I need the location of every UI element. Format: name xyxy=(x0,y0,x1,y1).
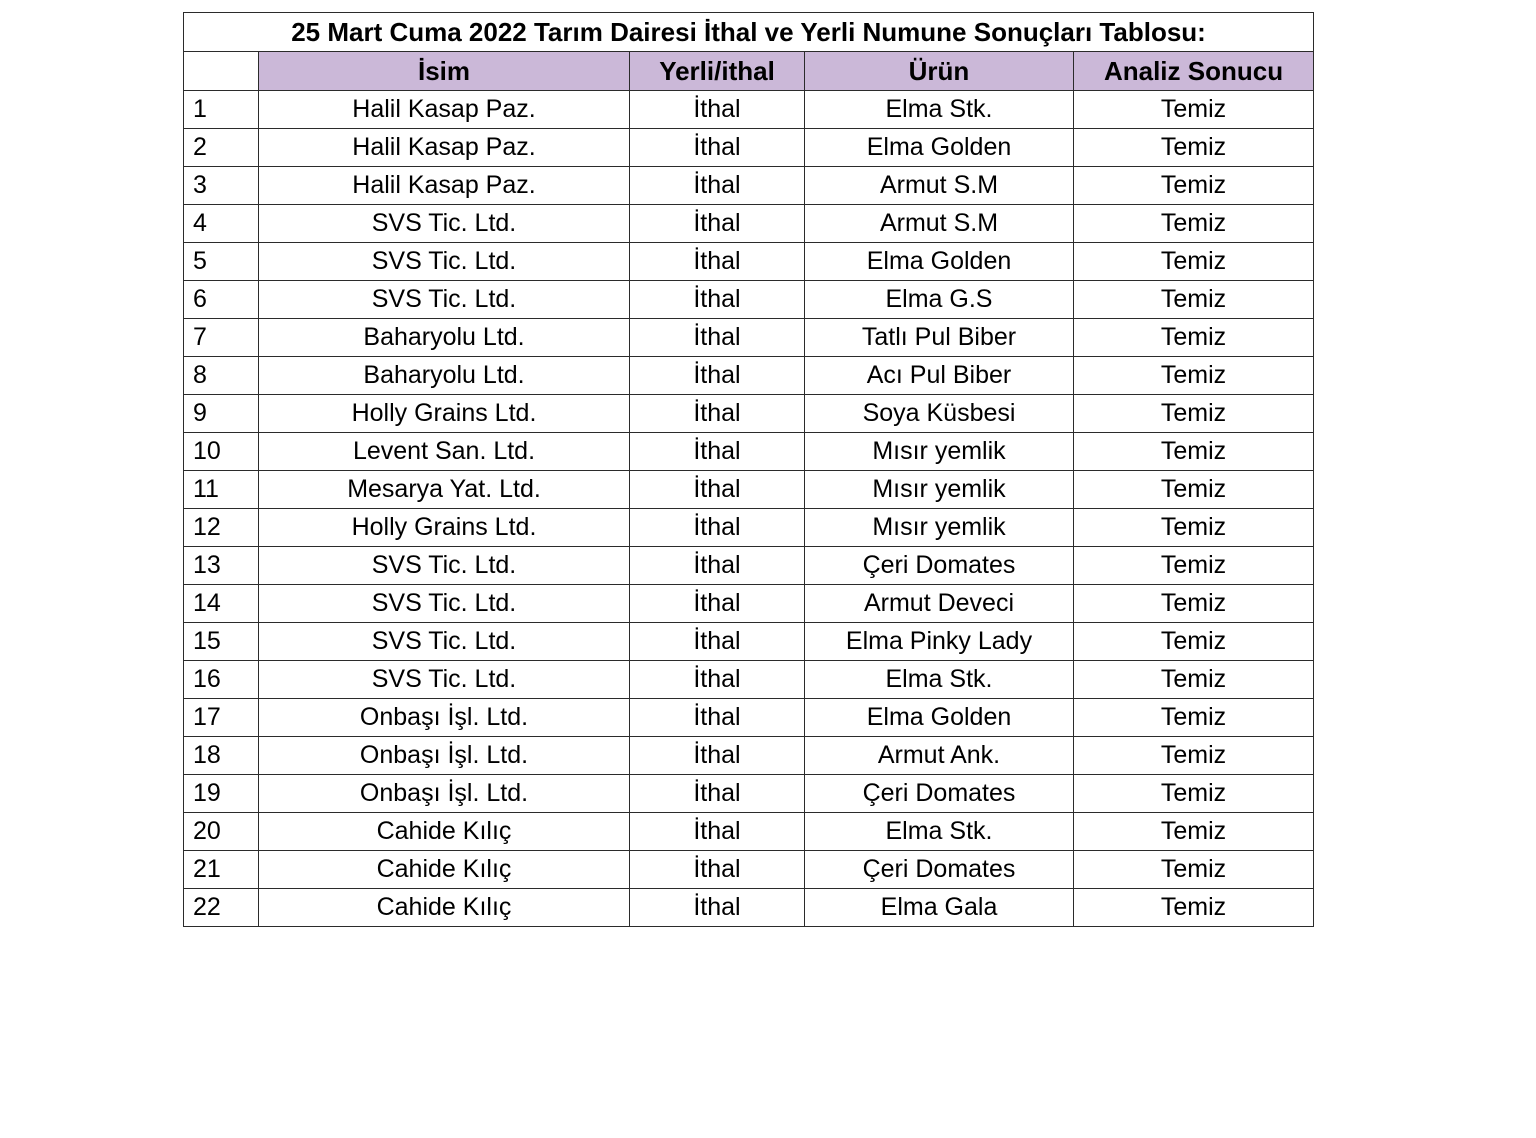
row-product: Armut Ank. xyxy=(805,737,1074,775)
row-number: 21 xyxy=(184,851,259,889)
row-result: Temiz xyxy=(1074,889,1314,927)
row-result: Temiz xyxy=(1074,737,1314,775)
table-row xyxy=(184,699,1314,737)
row-number: 17 xyxy=(184,699,259,737)
row-number: 2 xyxy=(184,129,259,167)
row-product: Elma Golden xyxy=(805,699,1074,737)
row-product: Elma G.S xyxy=(805,281,1074,319)
row-name: SVS Tic. Ltd. xyxy=(259,661,630,699)
row-number: 16 xyxy=(184,661,259,699)
row-product: Mısır yemlik xyxy=(805,471,1074,509)
row-result: Temiz xyxy=(1074,243,1314,281)
row-name: Onbaşı İşl. Ltd. xyxy=(259,699,630,737)
table-row xyxy=(184,851,1314,889)
table-row xyxy=(184,471,1314,509)
results-table xyxy=(183,12,1314,927)
row-number: 7 xyxy=(184,319,259,357)
table-row xyxy=(184,319,1314,357)
row-product: Elma Stk. xyxy=(805,661,1074,699)
row-product: Mısır yemlik xyxy=(805,509,1074,547)
row-number: 19 xyxy=(184,775,259,813)
row-product: Çeri Domates xyxy=(805,547,1074,585)
row-origin: İthal xyxy=(630,775,805,813)
row-origin: İthal xyxy=(630,129,805,167)
header-number xyxy=(184,52,259,91)
row-name: Onbaşı İşl. Ltd. xyxy=(259,775,630,813)
row-name: SVS Tic. Ltd. xyxy=(259,205,630,243)
header-name: İsim xyxy=(259,52,630,91)
row-name: Halil Kasap Paz. xyxy=(259,91,630,129)
row-result: Temiz xyxy=(1074,357,1314,395)
row-result: Temiz xyxy=(1074,319,1314,357)
row-product: Elma Stk. xyxy=(805,91,1074,129)
row-name: Holly Grains Ltd. xyxy=(259,395,630,433)
row-name: SVS Tic. Ltd. xyxy=(259,243,630,281)
row-name: Baharyolu Ltd. xyxy=(259,319,630,357)
row-name: Holly Grains Ltd. xyxy=(259,509,630,547)
row-origin: İthal xyxy=(630,281,805,319)
row-origin: İthal xyxy=(630,91,805,129)
row-name: Halil Kasap Paz. xyxy=(259,129,630,167)
row-name: Cahide Kılıç xyxy=(259,851,630,889)
table-row xyxy=(184,661,1314,699)
table-title: 25 Mart Cuma 2022 Tarım Dairesi İthal ve Yerli Numune Sonuçları Tablosu: xyxy=(184,13,1314,52)
row-origin: İthal xyxy=(630,471,805,509)
row-origin: İthal xyxy=(630,699,805,737)
header-product: Ürün xyxy=(805,52,1074,91)
row-result: Temiz xyxy=(1074,281,1314,319)
row-name: Baharyolu Ltd. xyxy=(259,357,630,395)
row-number: 8 xyxy=(184,357,259,395)
table-row xyxy=(184,281,1314,319)
row-origin: İthal xyxy=(630,623,805,661)
row-number: 12 xyxy=(184,509,259,547)
table-row xyxy=(184,167,1314,205)
row-product: Mısır yemlik xyxy=(805,433,1074,471)
row-name: Mesarya Yat. Ltd. xyxy=(259,471,630,509)
row-name: SVS Tic. Ltd. xyxy=(259,547,630,585)
row-name: SVS Tic. Ltd. xyxy=(259,623,630,661)
row-result: Temiz xyxy=(1074,471,1314,509)
row-origin: İthal xyxy=(630,661,805,699)
row-product: Elma Stk. xyxy=(805,813,1074,851)
row-number: 10 xyxy=(184,433,259,471)
row-result: Temiz xyxy=(1074,547,1314,585)
table-row xyxy=(184,509,1314,547)
row-number: 11 xyxy=(184,471,259,509)
row-origin: İthal xyxy=(630,433,805,471)
row-number: 6 xyxy=(184,281,259,319)
row-product: Çeri Domates xyxy=(805,775,1074,813)
row-product: Soya Küsbesi xyxy=(805,395,1074,433)
row-origin: İthal xyxy=(630,509,805,547)
row-origin: İthal xyxy=(630,243,805,281)
header-result: Analiz Sonucu xyxy=(1074,52,1314,91)
row-result: Temiz xyxy=(1074,585,1314,623)
row-product: Acı Pul Biber xyxy=(805,357,1074,395)
row-result: Temiz xyxy=(1074,775,1314,813)
row-origin: İthal xyxy=(630,737,805,775)
table-row xyxy=(184,737,1314,775)
table-row xyxy=(184,813,1314,851)
row-result: Temiz xyxy=(1074,813,1314,851)
row-origin: İthal xyxy=(630,585,805,623)
table-row xyxy=(184,433,1314,471)
row-origin: İthal xyxy=(630,357,805,395)
row-origin: İthal xyxy=(630,205,805,243)
row-origin: İthal xyxy=(630,813,805,851)
header-row xyxy=(184,52,1314,91)
row-result: Temiz xyxy=(1074,509,1314,547)
row-number: 1 xyxy=(184,91,259,129)
row-product: Elma Gala xyxy=(805,889,1074,927)
row-result: Temiz xyxy=(1074,167,1314,205)
row-number: 3 xyxy=(184,167,259,205)
table-row xyxy=(184,357,1314,395)
row-number: 14 xyxy=(184,585,259,623)
row-name: SVS Tic. Ltd. xyxy=(259,585,630,623)
row-name: SVS Tic. Ltd. xyxy=(259,281,630,319)
row-product: Çeri Domates xyxy=(805,851,1074,889)
row-name: Halil Kasap Paz. xyxy=(259,167,630,205)
row-result: Temiz xyxy=(1074,205,1314,243)
table-row xyxy=(184,395,1314,433)
row-product: Elma Pinky Lady xyxy=(805,623,1074,661)
row-number: 5 xyxy=(184,243,259,281)
row-product: Armut S.M xyxy=(805,205,1074,243)
row-product: Elma Golden xyxy=(805,243,1074,281)
row-number: 22 xyxy=(184,889,259,927)
row-result: Temiz xyxy=(1074,699,1314,737)
row-name: Cahide Kılıç xyxy=(259,813,630,851)
row-number: 20 xyxy=(184,813,259,851)
row-result: Temiz xyxy=(1074,91,1314,129)
row-result: Temiz xyxy=(1074,623,1314,661)
row-number: 13 xyxy=(184,547,259,585)
table-row xyxy=(184,547,1314,585)
table-row xyxy=(184,889,1314,927)
row-number: 9 xyxy=(184,395,259,433)
row-product: Armut S.M xyxy=(805,167,1074,205)
row-origin: İthal xyxy=(630,319,805,357)
row-result: Temiz xyxy=(1074,661,1314,699)
row-origin: İthal xyxy=(630,395,805,433)
row-product: Tatlı Pul Biber xyxy=(805,319,1074,357)
row-product: Elma Golden xyxy=(805,129,1074,167)
title-row xyxy=(184,13,1314,52)
row-name: Cahide Kılıç xyxy=(259,889,630,927)
row-result: Temiz xyxy=(1074,851,1314,889)
row-origin: İthal xyxy=(630,167,805,205)
row-origin: İthal xyxy=(630,889,805,927)
table-row xyxy=(184,129,1314,167)
header-origin: Yerli/ithal xyxy=(630,52,805,91)
table-row xyxy=(184,243,1314,281)
row-result: Temiz xyxy=(1074,433,1314,471)
table-row xyxy=(184,623,1314,661)
table-row xyxy=(184,205,1314,243)
table-body xyxy=(184,91,1314,927)
table-row xyxy=(184,585,1314,623)
row-number: 18 xyxy=(184,737,259,775)
table-row xyxy=(184,91,1314,129)
row-number: 15 xyxy=(184,623,259,661)
row-name: Onbaşı İşl. Ltd. xyxy=(259,737,630,775)
row-number: 4 xyxy=(184,205,259,243)
row-result: Temiz xyxy=(1074,395,1314,433)
row-result: Temiz xyxy=(1074,129,1314,167)
row-product: Armut Deveci xyxy=(805,585,1074,623)
table-row xyxy=(184,775,1314,813)
row-name: Levent San. Ltd. xyxy=(259,433,630,471)
row-origin: İthal xyxy=(630,851,805,889)
row-origin: İthal xyxy=(630,547,805,585)
